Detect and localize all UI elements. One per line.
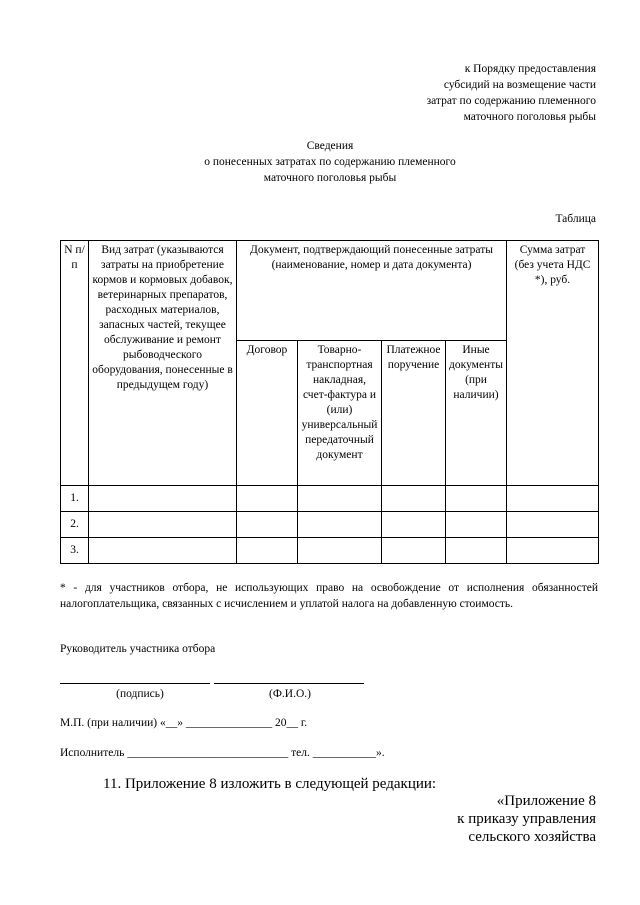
appendix-header — [336, 61, 596, 125]
table-cell — [89, 486, 237, 512]
table-cell — [446, 486, 507, 512]
table-cell — [298, 538, 382, 564]
header-document: Документ, подтверждающий понесенные затраты (наименование, номер и дата документа) — [237, 241, 507, 341]
table-cell — [237, 512, 298, 538]
table-cell — [237, 538, 298, 564]
expenses-table — [60, 240, 599, 564]
table-cell — [89, 538, 237, 564]
header-line: субсидий на возмещение части — [443, 79, 596, 91]
table-cell — [382, 512, 446, 538]
signature-line — [60, 683, 210, 684]
table-cell — [298, 512, 382, 538]
title-line: о понесенных затратах по содержанию племенного — [204, 156, 456, 168]
subheader-contract: Договор — [237, 341, 298, 486]
name-line — [214, 683, 364, 684]
header-line: затрат по содержанию племенного — [426, 95, 596, 107]
table-cell — [507, 486, 599, 512]
table-cell — [298, 486, 382, 512]
appendix-line: «Приложение 8 — [496, 793, 596, 809]
header-line: маточного поголовья рыбы — [463, 111, 596, 123]
subheader-waybill: Товарно-транспортная накладная, счет-фактура и (или) универсальный передаточный документ — [298, 341, 382, 486]
table-cell — [237, 486, 298, 512]
row-number: 3. — [61, 538, 89, 564]
name-caption: (Ф.И.О.) — [269, 688, 311, 700]
row-number: 1. — [61, 486, 89, 512]
appendix-line: сельского хозяйства — [468, 829, 596, 845]
table-cell — [446, 538, 507, 564]
document-title — [130, 138, 530, 186]
table-row — [61, 538, 599, 564]
executor-line: Исполнитель ____________________________ тел. ___________». — [60, 747, 385, 759]
title-line: маточного поголовья рыбы — [263, 172, 397, 184]
subheader-payment-order: Платежное поручение — [382, 341, 446, 486]
table-cell — [507, 512, 599, 538]
table-row — [61, 512, 599, 538]
table-cell — [382, 538, 446, 564]
row-number: 2. — [61, 512, 89, 538]
header-number: N п/п — [61, 241, 89, 486]
appendix-line: к приказу управления — [457, 811, 596, 827]
appendix-8-header — [296, 792, 596, 846]
signature-caption: (подпись) — [116, 688, 164, 700]
title-line: Сведения — [306, 140, 354, 152]
subheader-other-documents: Иные документы (при наличии) — [446, 341, 507, 486]
stamp-line: М.П. (при наличии) «__» _______________ 20__ г. — [60, 717, 308, 729]
footnote: * - для участников отбора, не использующих право на освобождение от исполнения обязанностей налогоплательщика, связанных с исчислением и уплатой налога на добавленную стоимость. — [60, 582, 598, 610]
amendment-paragraph: 11. Приложение 8 изложить в следующей редакции: — [103, 776, 437, 792]
header-sum: Сумма затрат (без учета НДС *), руб. — [507, 241, 599, 486]
table-cell — [507, 538, 599, 564]
table-cell — [446, 512, 507, 538]
table-label: Таблица — [555, 213, 596, 225]
table-row — [61, 486, 599, 512]
head-of-participant: Руководитель участника отбора — [60, 643, 216, 655]
table-cell — [382, 486, 446, 512]
header-expense-type: Вид затрат (указываются затраты на приобретение кормов и кормовых добавок, ветеринарных препаратов, расходных материалов, запасных частей, текущее обслуживание и ремонт рыбоводческого оборудования, понесенные в предыдущем году) — [89, 241, 237, 486]
header-line: к Порядку предоставления — [464, 63, 596, 75]
table-cell — [89, 512, 237, 538]
